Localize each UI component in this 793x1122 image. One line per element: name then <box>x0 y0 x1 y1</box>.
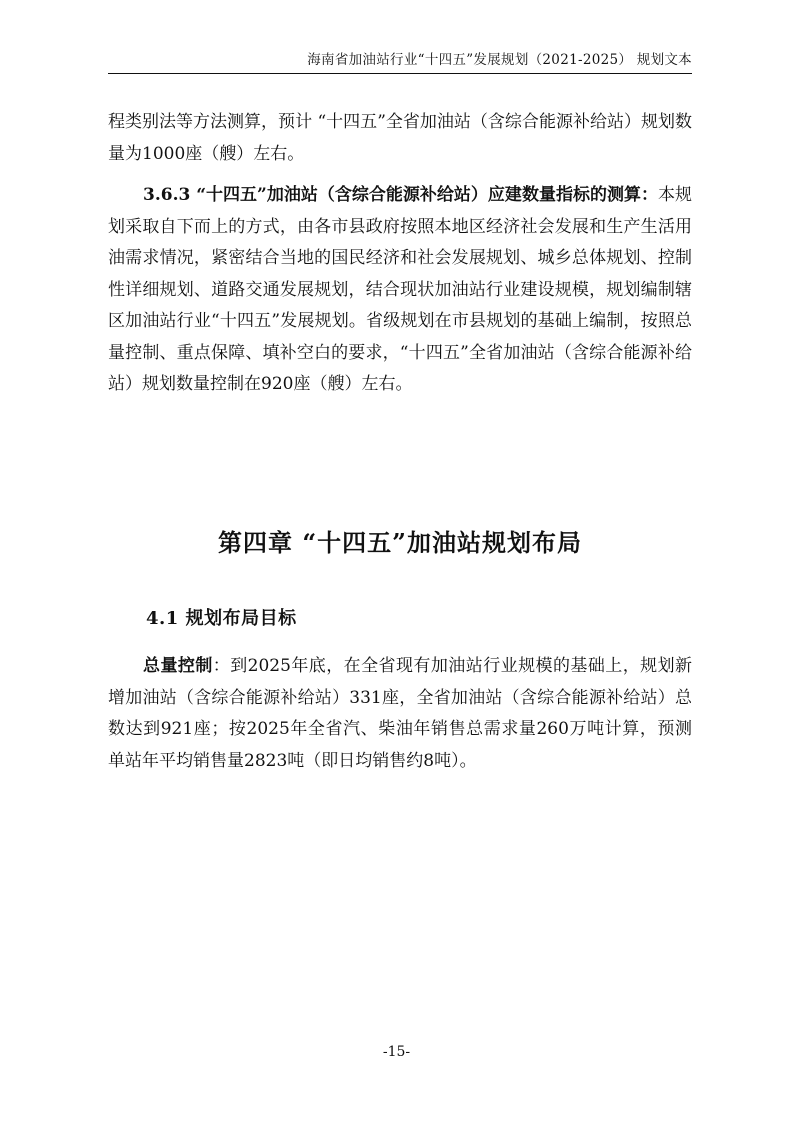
paragraph-total-control <box>108 651 692 777</box>
page-number: -15- <box>382 1044 411 1060</box>
subsection-lead-3-6-3: 3.6.3 “十四五”加油站（含综合能源补给站）应建数量指标的测算： <box>143 185 658 205</box>
paragraph-container <box>108 180 692 401</box>
paragraph-estimate <box>108 107 692 170</box>
lead-colon: ： <box>212 656 231 676</box>
header-rule <box>108 73 692 74</box>
running-header: 海南省加油站行业“十四五”发展规划（2021-2025） 规划文本 <box>307 52 692 68</box>
chapter-title: 第四章 “十四五”加油站规划布局 <box>218 528 582 557</box>
paragraph-text: 本规划采取自下而上的方式，由各市县政府按照本地区经济社会发展和生产生活用油需求情况，紧密结合当地的国民经济和社会发展规划、城乡总体规划、控制性详细规划、道路交通发展规划，结合现状加油站行业建设规模，规划编制辖区加油站行业“十四五”发展规划。省级规划在市县规划的基础上编制，按照总量控制、重点保障、填补空白的要求，“十四五”全省加油站（含综合能源补给站）规划数量控制在920座（艘）左右。 <box>108 185 693 394</box>
section-title: 4.1 规划布局目标 <box>146 608 297 629</box>
paragraph-text: 到2025年底，在全省现有加油站行业规模的基础上，规划新增加油站（含综合能源补给站）331座，全省加油站（含综合能源补给站）总数达到921座；按2025年全省汽、柴油年销售总需求量260万吨计算，预测单站年平均销售量2823吨（即日均销售约8吨）。 <box>108 656 693 771</box>
paragraph-text: 程类别法等方法测算，预计 “十四五”全省加油站（含综合能源补给站）规划数量为1000座（艘）左右。 <box>108 112 692 164</box>
total-control-lead: 总量控制 <box>143 656 213 676</box>
paragraph-container <box>108 651 692 777</box>
paragraph-3-6-3 <box>108 180 692 401</box>
